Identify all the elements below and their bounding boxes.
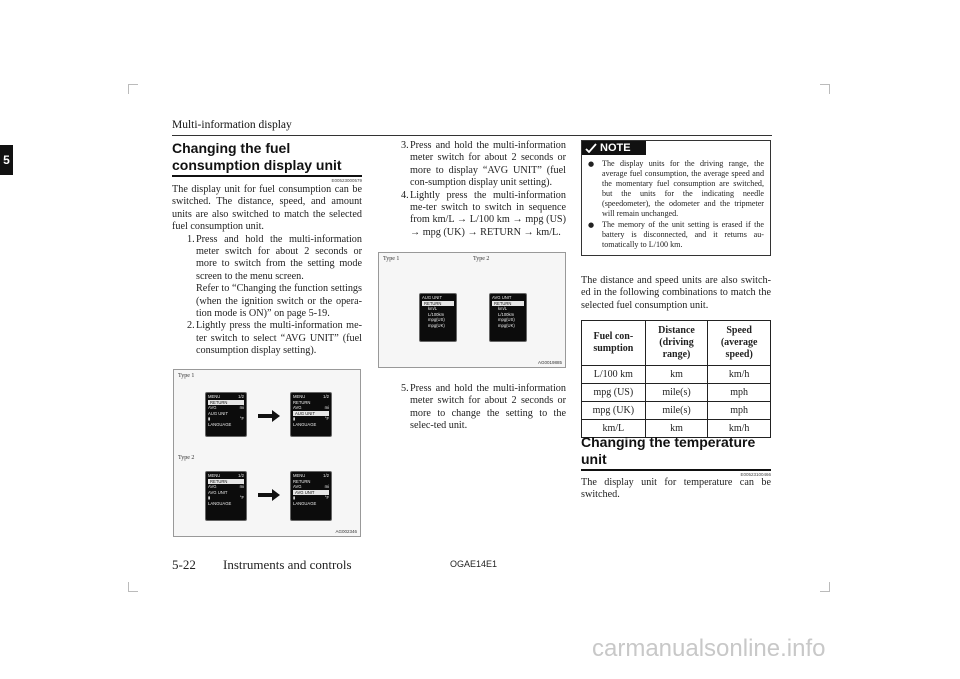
step-number: 2. [187, 320, 195, 332]
thermometer-icon: ▮ [208, 495, 211, 501]
section-code: E00523000579 [331, 178, 362, 183]
display-screen [290, 392, 332, 437]
display-screen [489, 293, 527, 342]
unit-option: mpg(UK) [498, 322, 515, 328]
unit-option: L/100km [428, 311, 445, 317]
step-item [172, 234, 362, 321]
section-code: E00523100466 [740, 472, 771, 477]
page-number: 5-22 [172, 557, 196, 572]
return-item: RETURN [494, 300, 512, 306]
table-cell: mpg (US) [582, 384, 646, 402]
table-cell: mph [708, 384, 771, 402]
middle-column [386, 140, 566, 239]
table-cell: L/100 km [582, 366, 646, 384]
table-row [582, 366, 771, 384]
middle-column-step5 [386, 383, 566, 433]
unit-degree: °F [239, 416, 244, 422]
unit-option: km/L [498, 306, 508, 312]
note-item [588, 220, 764, 250]
avg-item: AVG [208, 484, 217, 490]
note-text: The display units for the driving range, the average fuel consumption, the average speed and the momentary fuel consumption are switched, but the units for the indicating needle (speedometer), the odometer and the tripmeter will remain unchanged. [602, 159, 764, 219]
chapter-tab: 5 [0, 145, 13, 175]
right-column [581, 275, 771, 312]
step-text: Press and hold the multi-information meter switch for about 2 seconds or more to switch from the setting mode screen to the menu screen. [196, 233, 362, 282]
step-text: Press and hold the multi-information meter switch for about 2 seconds or more to change the setting to the selec-ted unit. [410, 383, 566, 432]
return-item: RETURN [293, 478, 311, 484]
figure-type2-label: Type 2 [473, 256, 490, 262]
footer-code: OGAE14E1 [450, 559, 498, 569]
thermometer-icon: ▮ [293, 495, 296, 501]
table-cell: km/h [708, 420, 771, 438]
unit-option: mpg(US) [498, 317, 515, 323]
page-indicator: 1/2 [238, 394, 244, 399]
step-item [172, 320, 362, 357]
figure-type1-label: Type 1 [383, 256, 400, 262]
unit-option: mpg(US) [428, 317, 445, 323]
step-text: Lightly press the multi-information me-ter switch to select “AVG UNIT” (fuel consumption display setting). [196, 320, 362, 357]
unit-mi: mi [324, 405, 329, 411]
unit-mi: mi [324, 484, 329, 490]
steps-list [172, 234, 362, 358]
display-screen [290, 471, 332, 521]
avg-unit-item: AUG UNIT [295, 410, 316, 416]
figure-menu-screens [173, 369, 361, 537]
step-text: Lightly press the multi-information me-ter switch to switch in sequence from km/L → L/100 km → mpg (US) → mpg (UK) → RETURN → km/L. [410, 189, 566, 238]
arrow-right-icon [258, 410, 280, 422]
figure-type1-label: Type 1 [178, 373, 195, 379]
table-cell: km [645, 366, 708, 384]
avg-unit-item: AUG UNIT [208, 410, 229, 416]
table-cell: mile(s) [645, 384, 708, 402]
note-box [581, 140, 771, 256]
footer-section: Instruments and controls [223, 557, 352, 572]
return-item: RETURN [210, 399, 228, 405]
thermometer-icon: ▮ [208, 416, 211, 422]
menu-label: MENU [208, 473, 221, 478]
language-item: LANGUAGE [208, 500, 232, 506]
note-body [582, 155, 770, 255]
table-cell: mph [708, 402, 771, 420]
display-screen [205, 392, 247, 437]
return-item: RETURN [293, 399, 311, 405]
language-item: LANGUAGE [293, 500, 317, 506]
step-item [386, 383, 566, 433]
note-label: NOTE [600, 142, 631, 154]
table-header-row [582, 321, 771, 366]
display-screen [419, 293, 457, 342]
header-rule [172, 135, 772, 136]
column-header: Speed (average speed) [708, 321, 771, 366]
note-text: The memory of the unit setting is erased if the battery is disconnected, and it returns au-tomatically to L/100 km. [602, 219, 764, 249]
left-column [172, 140, 362, 358]
step-number: 5. [401, 383, 409, 394]
intro-paragraph: The display unit for fuel consumption can be switched. The distance, speed, and amount units are also switched to match the selected fuel consumption unit. [172, 184, 362, 233]
unit-option: mpg(UK) [428, 322, 445, 328]
crop-mark [820, 582, 830, 592]
screen-title: AVG UNIT [492, 295, 512, 300]
display-screen [205, 471, 247, 521]
units-paragraph: The distance and speed units are also switch-ed in the following combinations to match the selected fuel consumption unit. [581, 275, 771, 311]
step-item [386, 140, 566, 190]
unit-option: L/100km [498, 311, 515, 317]
note-header [582, 141, 646, 155]
note-icon [585, 143, 597, 153]
section-heading: Changing the fuel consumption display unit [172, 140, 342, 173]
unit-option: km/L [428, 306, 438, 312]
running-header: Multi-information display [172, 119, 292, 131]
figure-type2-label: Type 2 [178, 455, 195, 461]
crop-mark [128, 582, 138, 592]
step-number: 1. [187, 233, 195, 245]
unit-degree: °F [239, 495, 244, 501]
page-indicator: 1/2 [323, 473, 329, 478]
table-row [582, 402, 771, 420]
table-cell: km/L [582, 420, 646, 438]
menu-label: MENU [293, 394, 306, 399]
screen-title: AUG UNIT [422, 295, 443, 300]
table-cell: mile(s) [645, 402, 708, 420]
step-number: 4. [401, 189, 409, 201]
figure-code: AG002346 [335, 529, 357, 534]
steps-list [386, 140, 566, 239]
figure-unit-screens [378, 252, 566, 368]
language-item: LANGUAGE [293, 421, 317, 427]
menu-label: MENU [293, 473, 306, 478]
step-reference: Refer to “Changing the function settings (when the ignition switch or the opera-tion mode is ON)” on page 5-19. [196, 283, 362, 320]
column-header: Fuel con-sumption [582, 321, 646, 366]
crop-mark [128, 84, 138, 94]
temperature-paragraph: The display unit for temperature can be switched. [581, 477, 771, 501]
watermark: carmanualsonline.info [592, 635, 826, 662]
avg-item: AVG [293, 405, 302, 411]
avg-item: AVG [208, 405, 217, 411]
units-table [581, 320, 771, 438]
heading-rule [172, 175, 362, 177]
table-cell: km [645, 420, 708, 438]
steps-list [386, 383, 566, 433]
arrow-right-icon [258, 489, 280, 501]
return-item: RETURN [424, 300, 442, 306]
step-text: Press and hold the multi-information meter switch for about 2 seconds or more to display “AVG UNIT” (fuel con-sumption display unit setting). [410, 140, 566, 189]
avg-item: AVG [293, 484, 302, 490]
language-item: LANGUAGE [208, 421, 232, 427]
step-item [386, 190, 566, 240]
thermometer-icon: ▮ [293, 416, 296, 422]
unit-mi: mi [239, 405, 244, 411]
table-cell: km/h [708, 366, 771, 384]
column-header: Distance (driving range) [645, 321, 708, 366]
step-number: 3. [401, 140, 409, 151]
unit-mi: mi [239, 484, 244, 490]
temperature-section [581, 434, 771, 502]
return-item: RETURN [210, 478, 228, 484]
unit-degree: °F [324, 416, 329, 422]
section-heading: Changing the temperature unit [581, 434, 756, 467]
figure-code: AG0019885 [537, 360, 562, 365]
page-indicator: 1/2 [323, 394, 329, 399]
menu-label: MENU [208, 394, 221, 399]
unit-degree: °F [324, 495, 329, 501]
avg-unit-item: AVG UNIT [295, 489, 315, 495]
table-row [582, 384, 771, 402]
table-cell: mpg (UK) [582, 402, 646, 420]
page-indicator: 1/2 [238, 473, 244, 478]
crop-mark [820, 84, 830, 94]
heading-rule [581, 469, 771, 471]
bullet-icon: ● [588, 160, 595, 168]
note-item [588, 159, 764, 220]
bullet-icon: ● [588, 220, 595, 229]
avg-unit-item: AVG UNIT [208, 489, 228, 495]
